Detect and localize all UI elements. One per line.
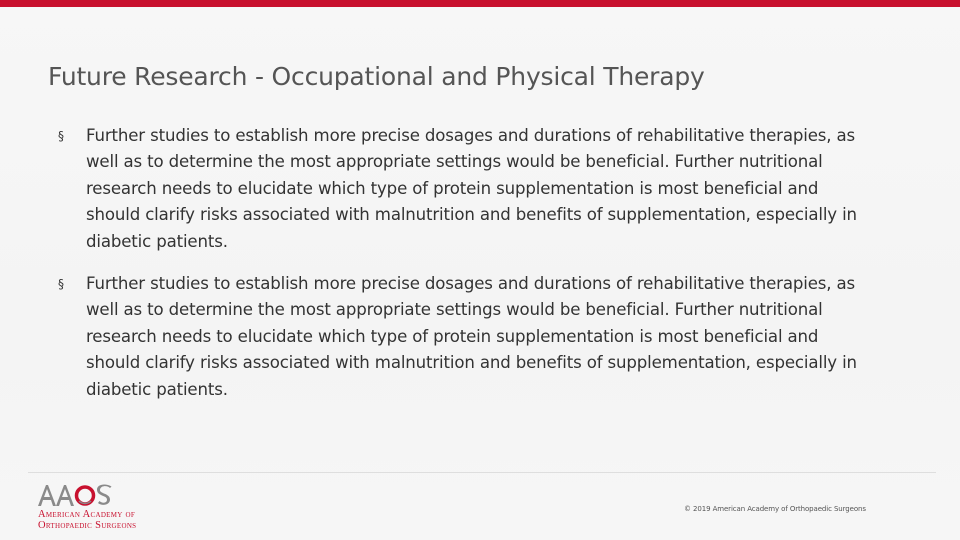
logo-line-1: American Academy of <box>38 509 136 520</box>
bullet-item <box>48 271 868 403</box>
slide-title: Future Research - Occupational and Physical Therapy <box>48 62 705 91</box>
bullet-list <box>48 123 868 419</box>
bullet-marker-icon: § <box>58 277 64 292</box>
logo-line-2: Orthopaedic Surgeons <box>38 520 137 531</box>
bullet-text: Further studies to establish more precise dosages and durations of rehabilitative therapies, as well as to determine the most appropriate settings would be beneficial. Further nutritional research needs to elucidate which type of protein supplementation is most beneficial and should clarify risks associated with malnutrition and benefits of supplementation, especially in diabetic patients. <box>86 126 857 251</box>
bullet-marker-icon: § <box>58 129 64 143</box>
footer-divider <box>28 472 936 473</box>
bullet-text: Further studies to establish more precise dosages and durations of rehabilitative therapies, as well as to determine the most appropriate settings would be beneficial. Further nutritional research needs to elucidate which type of protein supplementation is most beneficial and should clarify risks associated with malnutrition and benefits of supplementation, especially in diabetic patients. <box>86 274 857 399</box>
top-accent-bar <box>0 0 960 7</box>
aaos-logo-mark-icon <box>36 482 120 508</box>
aaos-logo <box>36 482 156 532</box>
copyright-text: © 2019 American Academy of Orthopaedic Surgeons <box>684 505 866 513</box>
bullet-item <box>48 123 868 255</box>
